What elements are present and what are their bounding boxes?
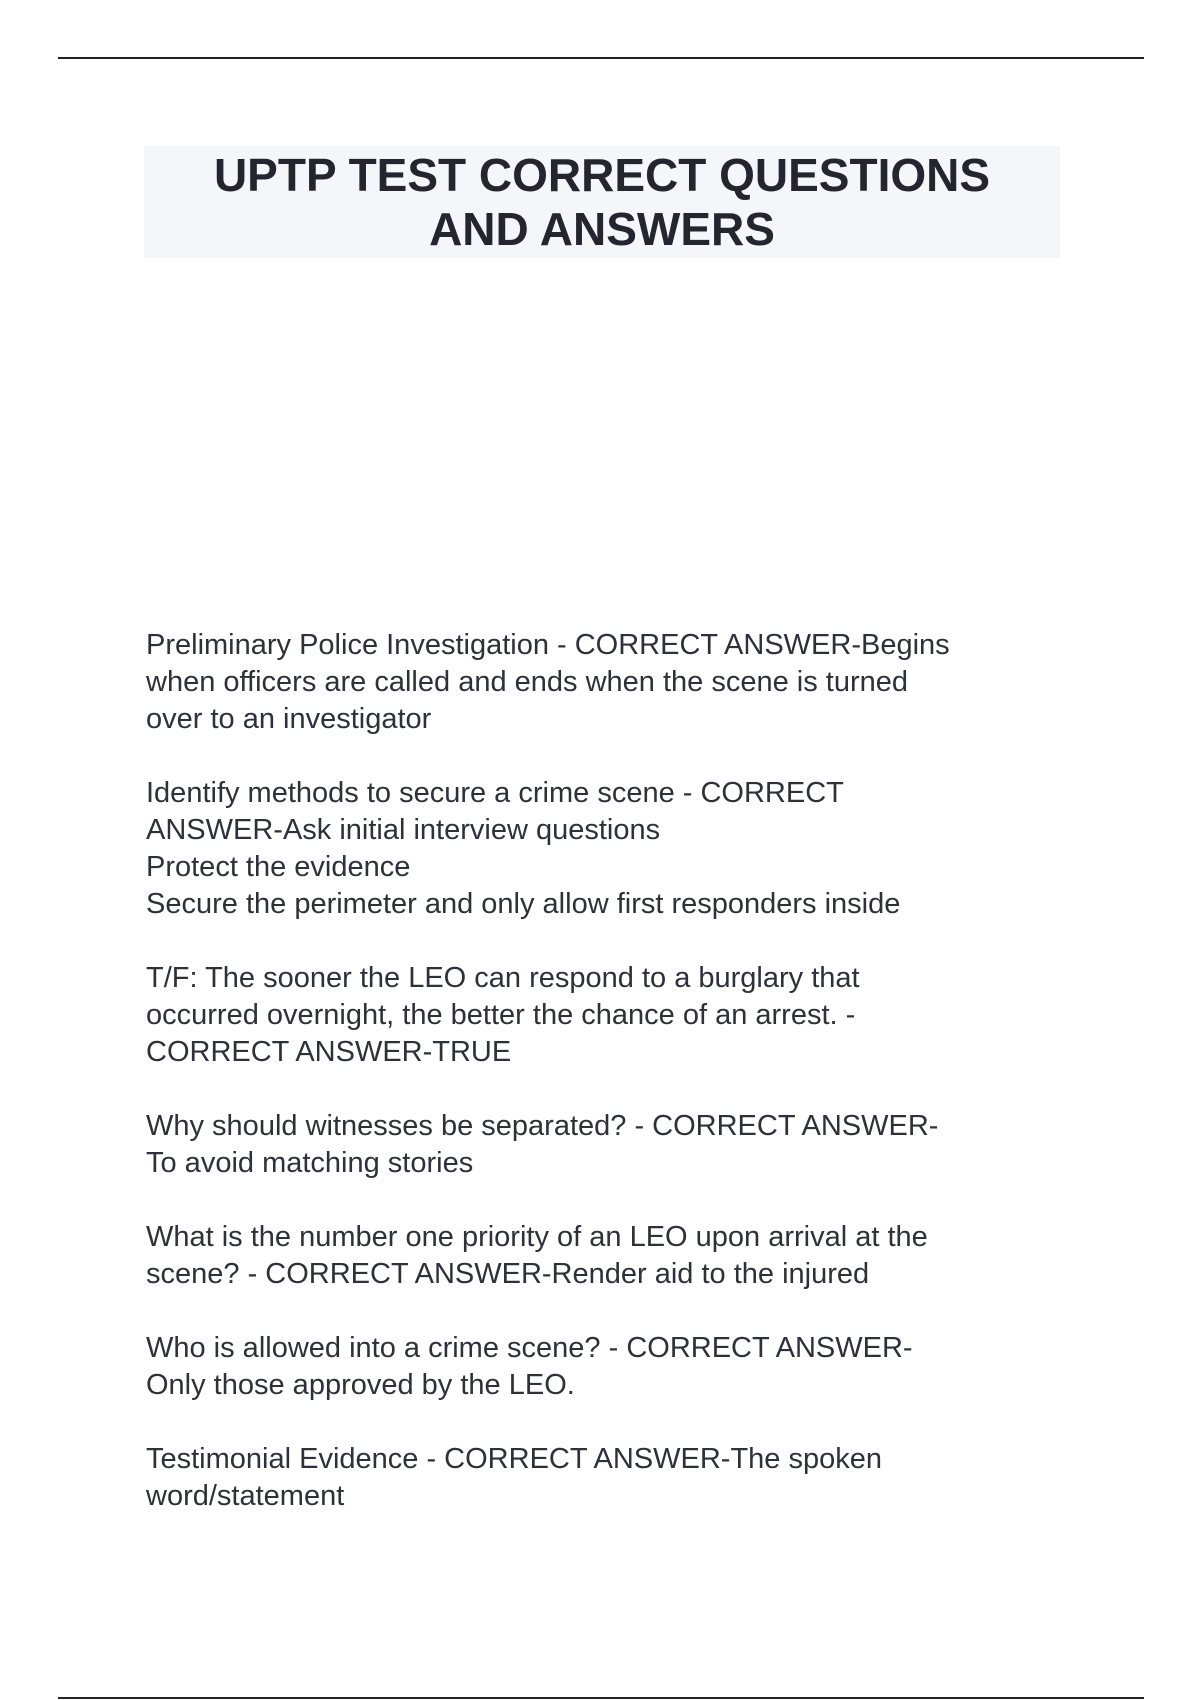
top-divider <box>58 57 1144 59</box>
qa-line: Preliminary Police Investigation - CORRECT ANSWER-Begins <box>146 629 950 661</box>
qa-item <box>146 1441 1076 1515</box>
page-title <box>214 148 990 256</box>
qa-list <box>146 627 1076 1552</box>
qa-item <box>146 775 1076 923</box>
qa-item <box>146 1219 1076 1293</box>
qa-item <box>146 960 1076 1071</box>
qa-line: T/F: The sooner the LEO can respond to a burglary that <box>146 962 860 994</box>
title-banner <box>144 146 1060 258</box>
bottom-divider <box>58 1697 1144 1699</box>
qa-line: over to an investigator <box>146 703 432 735</box>
qa-line: What is the number one priority of an LEO upon arrival at the <box>146 1221 928 1253</box>
qa-line: scene? - CORRECT ANSWER-Render aid to the injured <box>146 1258 870 1290</box>
qa-item <box>146 1108 1076 1182</box>
qa-line: when officers are called and ends when the scene is turned <box>146 666 909 698</box>
qa-line: Why should witnesses be separated? - CORRECT ANSWER- <box>146 1110 939 1142</box>
qa-line: CORRECT ANSWER-TRUE <box>146 1036 512 1068</box>
qa-item <box>146 1330 1076 1404</box>
qa-line: Who is allowed into a crime scene? - CORRECT ANSWER- <box>146 1332 913 1364</box>
qa-line: occurred overnight, the better the chance of an arrest. - <box>146 999 856 1031</box>
title-line-2: AND ANSWERS <box>429 203 775 255</box>
qa-line: ANSWER-Ask initial interview questions <box>146 814 661 846</box>
qa-line: Secure the perimeter and only allow first responders inside <box>146 888 901 920</box>
qa-line: To avoid matching stories <box>146 1147 474 1179</box>
qa-item <box>146 627 1076 738</box>
qa-line: Testimonial Evidence - CORRECT ANSWER-The spoken <box>146 1443 882 1475</box>
qa-line: Only those approved by the LEO. <box>146 1369 575 1401</box>
qa-line: word/statement <box>146 1480 345 1512</box>
title-line-1: UPTP TEST CORRECT QUESTIONS <box>213 149 991 201</box>
qa-line: Protect the evidence <box>146 851 411 883</box>
qa-line: Identify methods to secure a crime scene - CORRECT <box>146 777 844 809</box>
